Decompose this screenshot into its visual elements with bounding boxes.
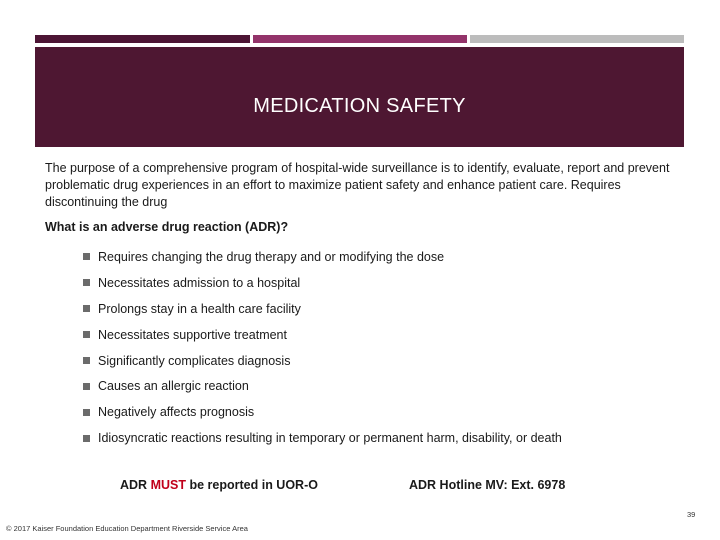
report-note-emphasis: MUST [150, 478, 186, 492]
list-item-text: Negatively affects prognosis [98, 405, 255, 420]
square-bullet-icon [83, 305, 90, 312]
list-item [83, 348, 562, 374]
list-item-text: Causes an allergic reaction [98, 379, 249, 394]
square-bullet-icon [83, 435, 90, 442]
copyright-footer: © 2017 Kaiser Foundation Education Department Riverside Service Area [6, 524, 248, 533]
page-number: 39 [687, 510, 696, 519]
accent-bar-middle [253, 35, 467, 43]
list-item [83, 270, 562, 296]
list-item [83, 425, 562, 451]
report-note-suffix: be reported in UOR-O [189, 478, 318, 492]
accent-bar-right [470, 35, 684, 43]
list-item-text: Significantly complicates diagnosis [98, 353, 291, 368]
list-item [83, 399, 562, 425]
adr-question: What is an adverse drug reaction (ADR)? [45, 220, 289, 234]
adr-criteria-list [83, 244, 562, 451]
list-item-text: Necessitates admission to a hospital [98, 275, 301, 290]
square-bullet-icon [83, 357, 90, 364]
square-bullet-icon [83, 383, 90, 390]
list-item-text: Prolongs stay in a health care facility [98, 301, 301, 316]
square-bullet-icon [83, 331, 90, 338]
adr-hotline: ADR Hotline MV: Ext. 6978 [409, 478, 566, 492]
report-requirement-note [120, 478, 318, 492]
title-band [35, 47, 684, 147]
square-bullet-icon [83, 253, 90, 260]
list-item-text: Necessitates supportive treatment [98, 327, 287, 342]
list-item [83, 244, 562, 270]
list-item [83, 296, 562, 322]
report-note-prefix: ADR [120, 478, 148, 492]
list-item [83, 373, 562, 399]
list-item-text: Requires changing the drug therapy and or modifying the dose [98, 249, 445, 264]
list-item-text: Idiosyncratic reactions resulting in temporary or permanent harm, disability, or death [98, 431, 562, 446]
square-bullet-icon [83, 279, 90, 286]
slide-title: MEDICATION SAFETY [253, 95, 466, 117]
square-bullet-icon [83, 409, 90, 416]
list-item [83, 322, 562, 348]
intro-paragraph: The purpose of a comprehensive program of hospital-wide surveillance is to identify, evaluate, report and prevent problematic drug experiences in an effort to maximize patient safety and enhance patient care. Requires discontinuing the drug [45, 161, 670, 209]
accent-bar-left [35, 35, 250, 43]
